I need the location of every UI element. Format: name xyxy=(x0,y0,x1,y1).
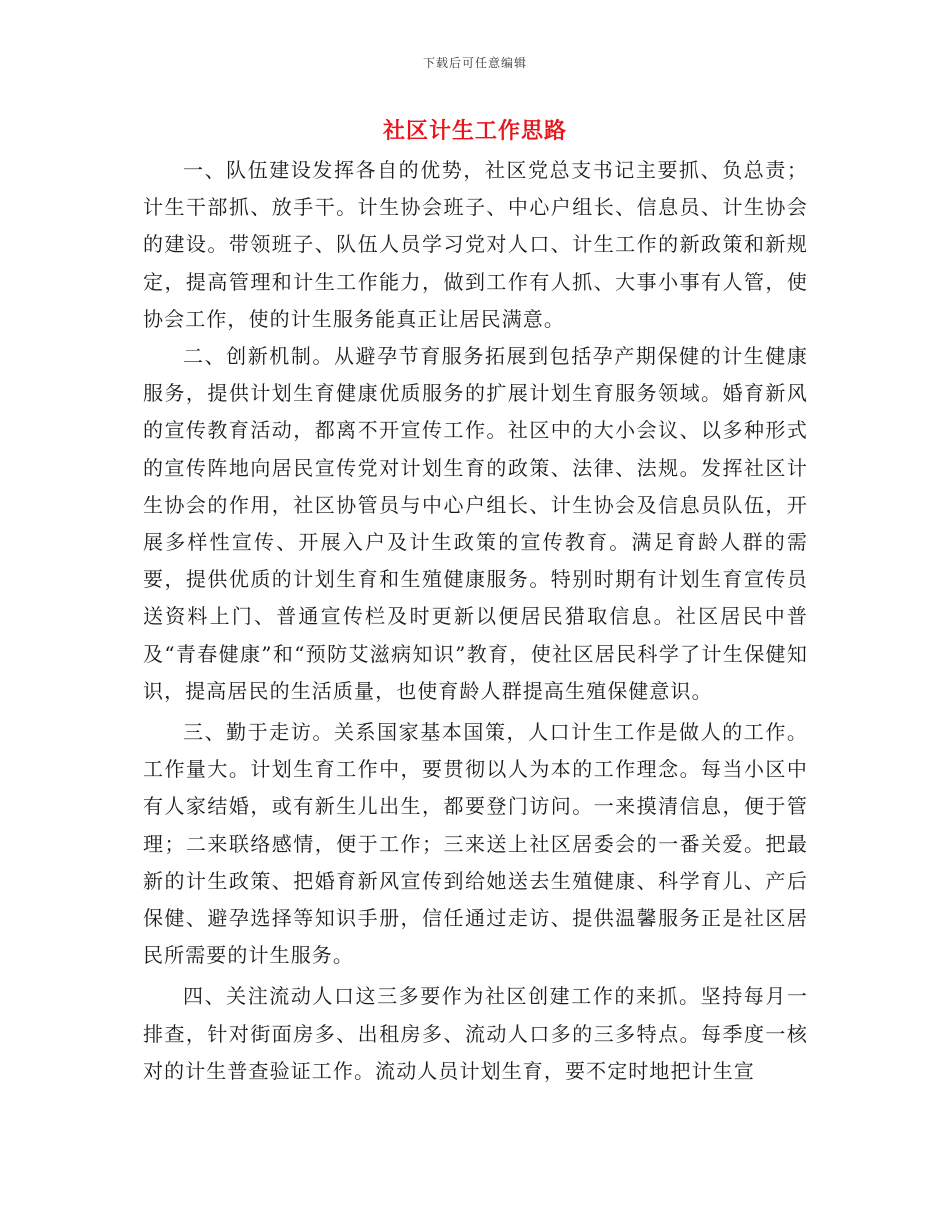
document-title: 社区计生工作思路 xyxy=(382,118,567,144)
document-body xyxy=(143,152,808,1090)
page-header-note: 下载后可任意编辑 xyxy=(422,56,527,70)
paragraph-1: 一、队伍建设发挥各自的优势，社区党总支书记主要抓、负总责；计生干部抓、放手干。计生协会班子、中心户组长、信息员、计生协会的建设。带领班子、队伍人员学习党对人口、计生工作的新政策和新规定，提高管理和计生工作能力，做到工作有人抓、大事小事有人管，使协会工作，使的计生服务能真正让居民满意。 xyxy=(143,158,808,331)
paragraph-3: 三、勤于走访。关系国家基本国策，人口计生工作是做人的工作。工作量大。计划生育工作中，要贯彻以人为本的工作理念。每当小区中有人家结婚，或有新生儿出生，都要登门访问。一来摸清信息，便于管理；二来联络感情，便于工作；三来送上社区居委会的一番关爱。把最新的计生政策、把婚育新风宣传到给她送去生殖健康、科学育儿、产后保健、避孕选择等知识手册，信任通过走访、提供温馨服务正是社区居民所需要的计生服务。 xyxy=(143,720,808,968)
paragraph-4: 四、关注流动人口这三多要作为社区创建工作的来抓。坚持每月一排查，针对街面房多、出租房多、流动人口多的三多特点。每季度一核对的计生普查验证工作。流动人员计划生育，要不定时地把计生宣 xyxy=(143,984,808,1083)
paragraph-2: 二、创新机制。从避孕节育服务拓展到包括孕产期保健的计生健康服务，提供计划生育健康优质服务的扩展计划生育服务领域。婚育新风的宣传教育活动，都离不开宣传工作。社区中的大小会议、以多种形式的宣传阵地向居民宣传党对计划生育的政策、法律、法规。发挥社区计生协会的作用，社区协管员与中心户组长、计生协会及信息员队伍，开展多样性宣传、开展入户及计生政策的宣传教育。满足育龄人群的需要，提供优质的计划生育和生殖健康服务。特别时期有计划生育宣传员送资料上门、普通宣传栏及时更新以便居民猎取信息。社区居民中普及“青春健康”和“预防艾滋病知识”教育，使社区居民科学了计生保健知识，提高居民的生活质量，也使育龄人群提高生殖保健意识。 xyxy=(143,344,808,703)
